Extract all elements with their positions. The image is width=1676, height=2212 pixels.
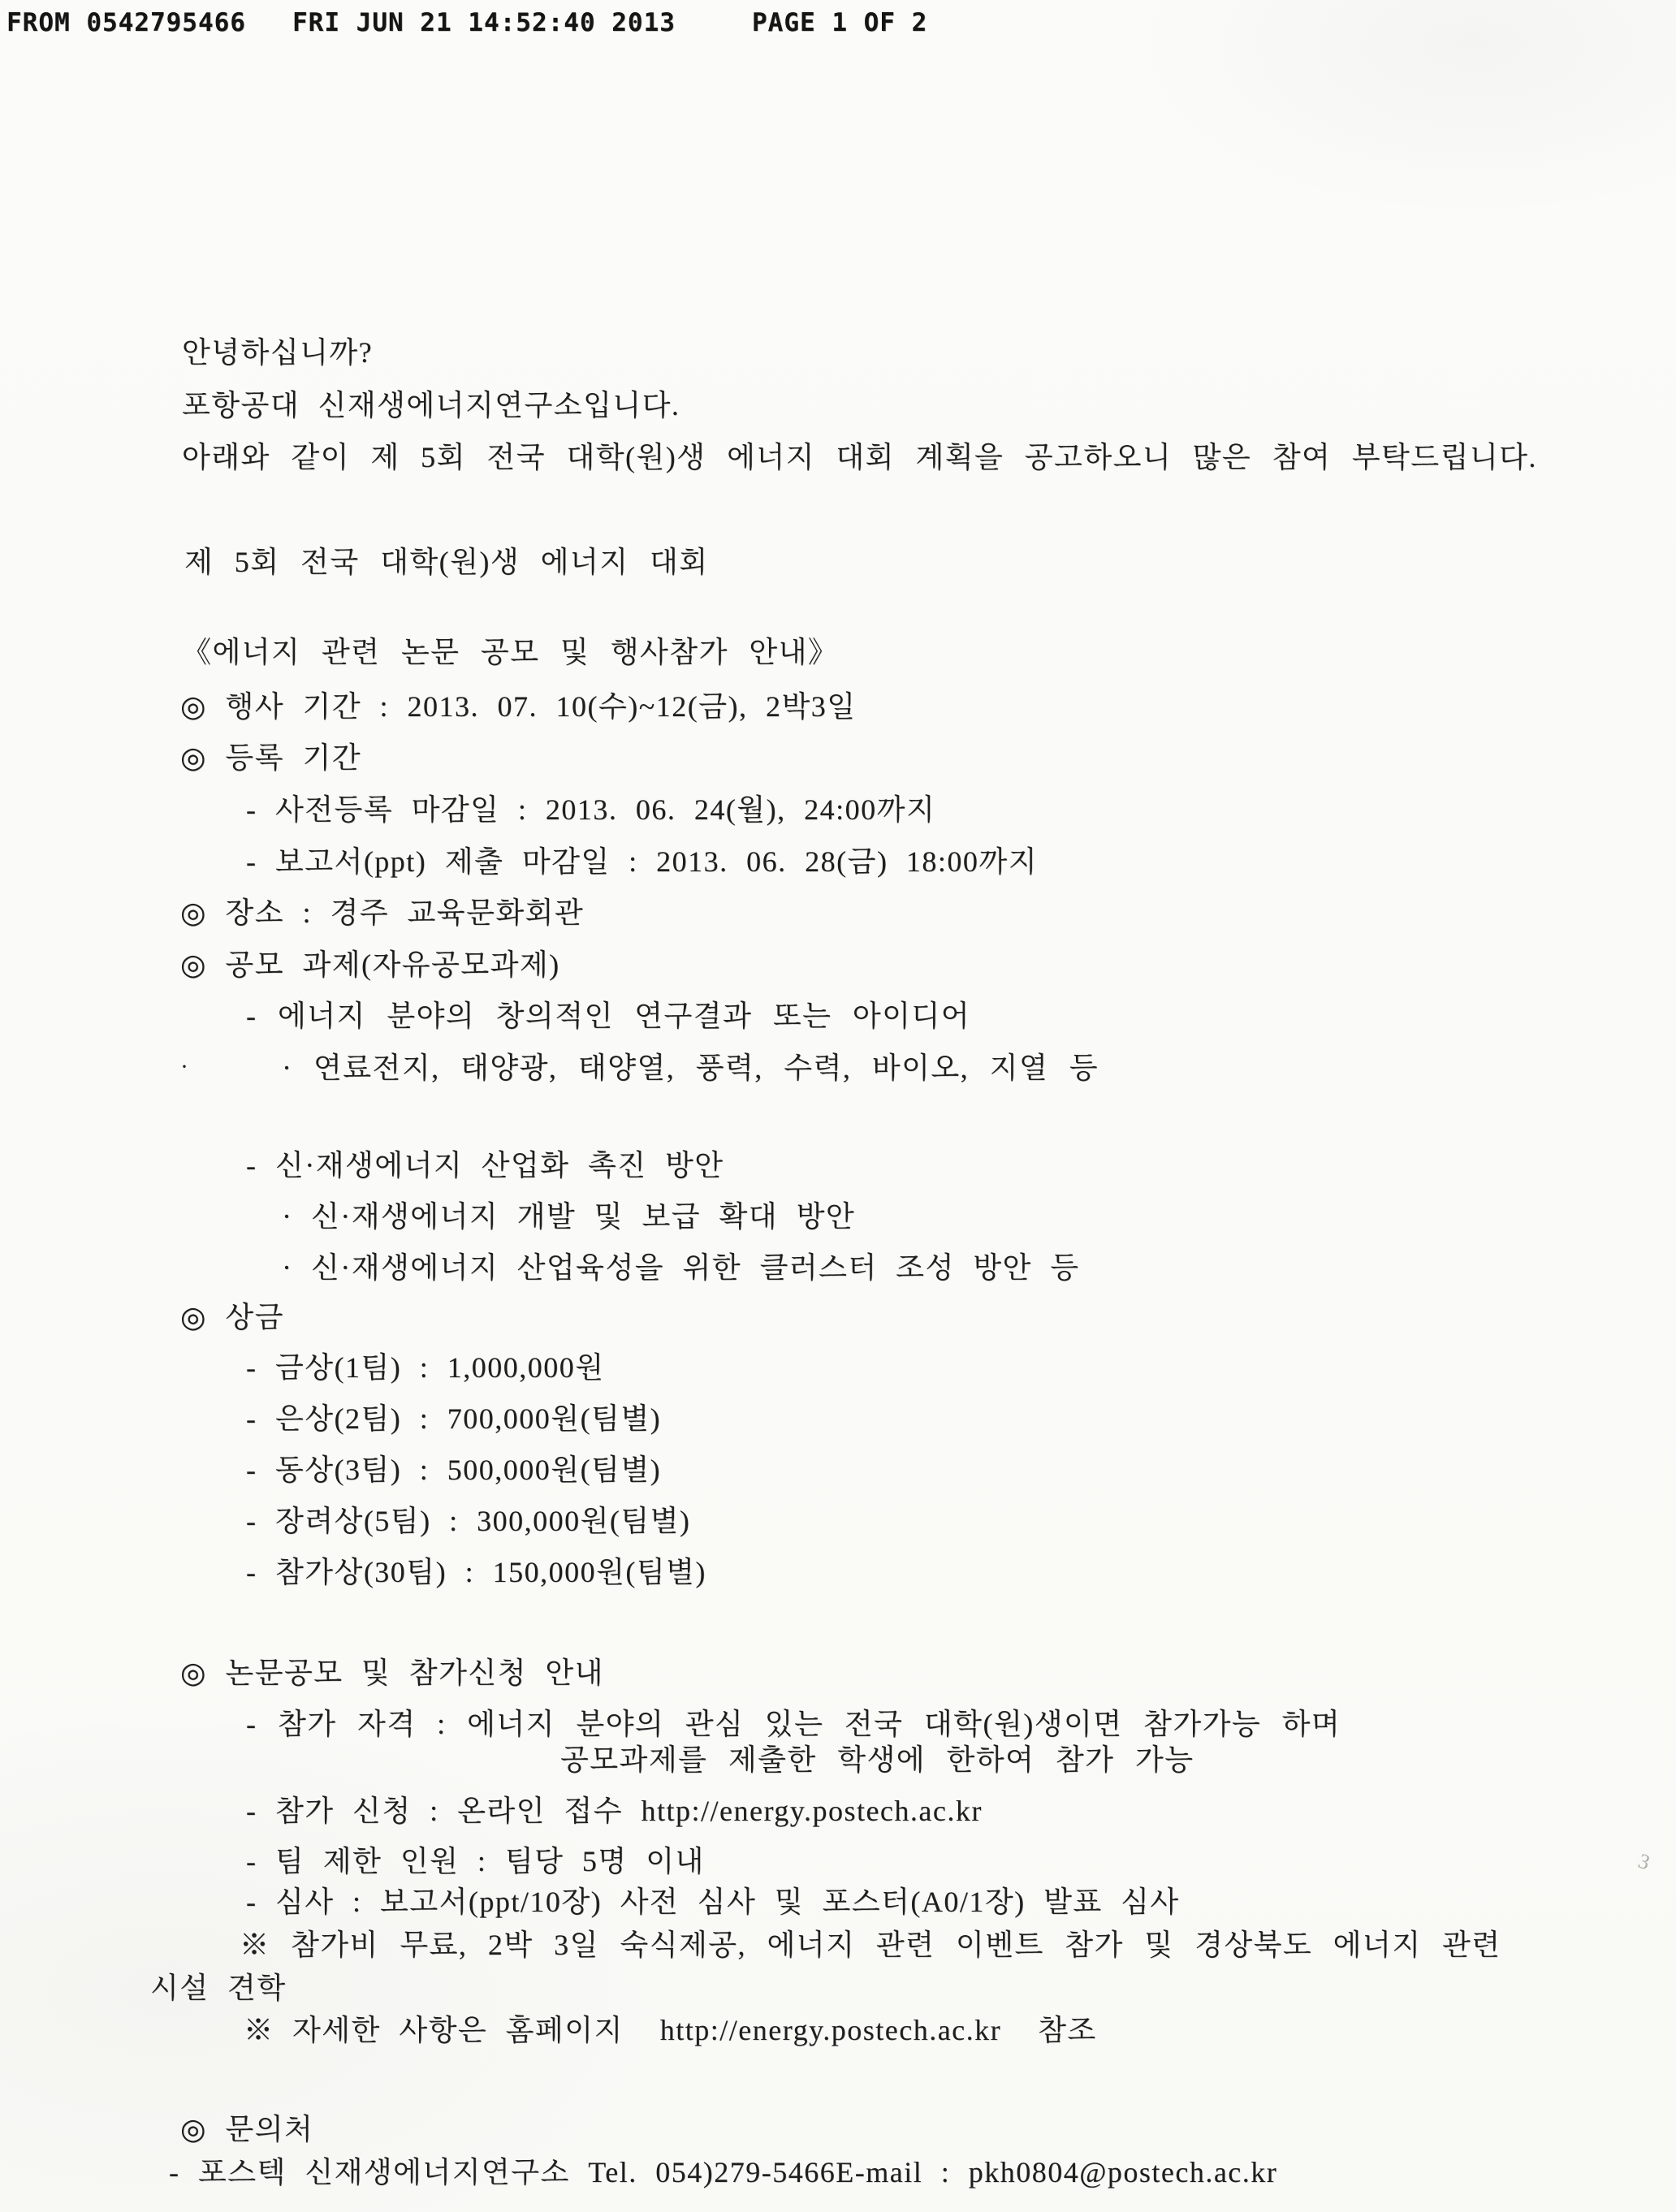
line-contact-info: - 포스텍 신재생에너지연구소 Tel. 054)279-5466E-mail : pkh0804@postech.ac.kr — [169, 2156, 1278, 2188]
stray-dot-artifact: · — [180, 1053, 188, 1080]
line-contact-heading: ◎ 문의처 — [180, 2113, 314, 2145]
line-topic-cluster: · 신·재생에너지 산업육성을 위한 클러스터 조성 방안 등 — [282, 1251, 1080, 1284]
event-title: 제 5회 전국 대학(원)생 에너지 대회 — [184, 546, 709, 578]
scan-smudge-artifact: 3 — [1635, 1848, 1653, 1875]
line-team-limit: - 팀 제한 인원 : 팀당 5명 이내 — [246, 1845, 705, 1877]
line-prize-silver: - 은상(2팀) : 700,000원(팀별) — [246, 1402, 662, 1435]
line-preregistration-deadline: - 사전등록 마감일 : 2013. 06. 24(월), 24:00까지 — [246, 793, 936, 826]
line-prize-gold: - 금상(1팀) : 1,000,000원 — [246, 1351, 605, 1384]
line-eligibility-continued: 공모과제를 제출한 학생에 한하여 참가 가능 — [560, 1743, 1194, 1776]
line-note-benefits-continued: 시설 견학 — [150, 1972, 287, 2004]
line-topic-industrialization: - 신·재생에너지 산업화 촉진 방안 — [246, 1149, 724, 1182]
greeting-line-2: 포항공대 신재생에너지연구소입니다. — [182, 389, 680, 421]
line-eligibility: - 참가 자격 : 에너지 분야의 관심 있는 전국 대학(원)생이면 참가가능 하며 — [246, 1708, 1341, 1740]
fax-page-count: PAGE 1 OF 2 — [752, 8, 928, 37]
line-venue: ◎ 장소 : 경주 교육문화회관 — [180, 896, 585, 929]
line-prize-encouragement: - 장려상(5팀) : 300,000원(팀별) — [246, 1505, 691, 1537]
line-topic-heading: ◎ 공모 과제(자유공모과제) — [180, 948, 560, 981]
line-topic-development: · 신·재생에너지 개발 및 보급 확대 방안 — [282, 1200, 856, 1233]
notice-heading: 《에너지 관련 논문 공모 및 행사참가 안내》 — [182, 636, 839, 668]
line-prize-participation: - 참가상(30팀) : 150,000원(팀별) — [246, 1556, 706, 1588]
line-topic-idea: - 에너지 분야의 창의적인 연구결과 또는 아이디어 — [246, 1000, 971, 1032]
line-prize-heading: ◎ 상금 — [180, 1301, 284, 1333]
line-judging: - 심사 : 보고서(ppt/10장) 사전 심사 및 포스터(A0/1장) 발표 심사 — [246, 1886, 1180, 1918]
greeting-line-3: 아래와 같이 제 5회 전국 대학(원)생 에너지 대회 계획을 공고하오니 많은 참여 부탁드립니다. — [182, 441, 1537, 473]
fax-sender-number: FROM 0542795466 — [6, 8, 246, 37]
line-note-homepage: ※ 자세한 사항은 홈페이지 http://energy.postech.ac.kr 참조 — [244, 2014, 1097, 2046]
line-topic-fields: · 연료전지, 태양광, 태양열, 풍력, 수력, 바이오, 지열 등 — [282, 1052, 1099, 1084]
fax-header — [0, 8, 1676, 45]
line-apply-method: - 참가 신청 : 온라인 접수 http://energy.postech.ac.kr — [246, 1795, 983, 1827]
line-report-deadline: - 보고서(ppt) 제출 마감일 : 2013. 06. 28(금) 18:00까지 — [246, 845, 1038, 878]
line-prize-bronze: - 동상(3팀) : 500,000원(팀별) — [246, 1454, 662, 1486]
greeting-line-1: 안녕하십니까? — [182, 336, 374, 369]
line-apply-heading: ◎ 논문공모 및 참가신청 안내 — [180, 1657, 604, 1689]
line-event-period: ◎ 행사 기간 : 2013. 07. 10(수)~12(금), 2박3일 — [180, 690, 857, 723]
fax-timestamp: FRI JUN 21 14:52:40 2013 — [292, 8, 676, 37]
line-note-benefits: ※ 참가비 무료, 2박 3일 숙식제공, 에너지 관련 이벤트 참가 및 경상북도 에너지 관련 — [240, 1929, 1501, 1961]
line-registration-heading: ◎ 등록 기간 — [180, 741, 362, 774]
